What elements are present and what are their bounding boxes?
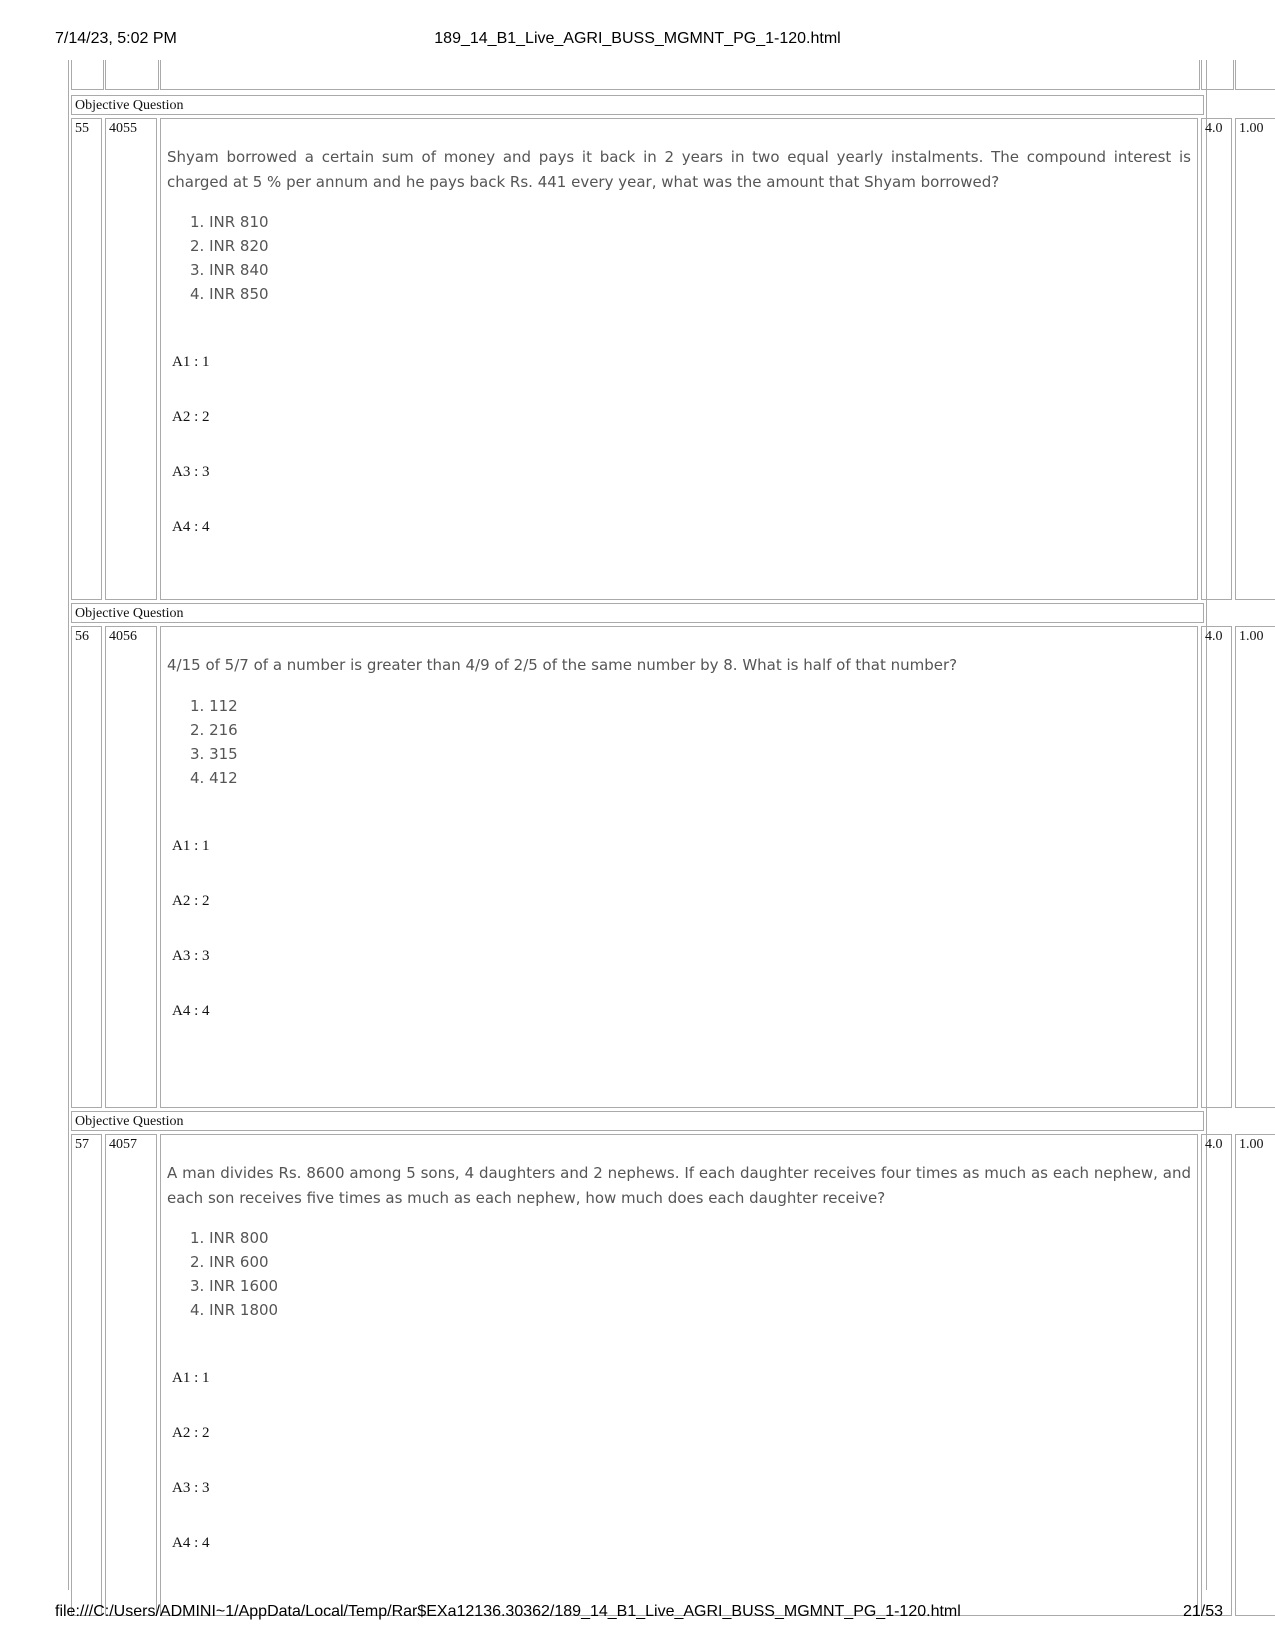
print-header [0, 30, 1275, 52]
question-marks: 4.0 [1201, 1134, 1232, 1616]
question-block [69, 603, 1264, 1108]
question-marks: 4.0 [1201, 118, 1232, 600]
print-footer [0, 1603, 1275, 1625]
option-item: 1. INR 810 [190, 213, 269, 231]
question-id: 4057 [105, 1134, 157, 1616]
option-item: 3. INR 1600 [190, 1277, 279, 1295]
print-page-number: 21/53 [1182, 1603, 1223, 1620]
answer-item: A1 : 1 [172, 1370, 210, 1386]
question-row [69, 626, 1264, 1108]
stub-cell-body [160, 60, 1200, 90]
question-id: 4056 [105, 626, 157, 1108]
answer-item: A3 : 3 [172, 464, 210, 480]
option-item: 4. 412 [190, 768, 238, 787]
section-label: Objective Question [71, 95, 1204, 115]
previous-row-stub [69, 60, 1206, 92]
option-item: 3. INR 840 [190, 261, 269, 279]
question-row [69, 118, 1264, 600]
question-text: 4/15 of 5/7 of a number is greater than 4/9 of 2/5 of the same number by 8. What is half of that number? [167, 656, 958, 674]
stub-cell-id [105, 60, 159, 90]
print-datetime: 7/14/23, 5:02 PM [55, 30, 177, 47]
answer-list [161, 349, 1197, 569]
answer-item: A3 : 3 [172, 947, 210, 964]
stub-cell-marks [1201, 60, 1234, 90]
option-item: 4. INR 850 [190, 285, 269, 303]
question-table [68, 60, 1264, 1590]
answer-item: A4 : 4 [172, 519, 210, 535]
answer-item: A2 : 2 [172, 892, 210, 909]
option-item: 1. INR 800 [190, 1229, 269, 1247]
option-item: 1. 112 [190, 696, 238, 715]
answer-item: A3 : 3 [172, 1480, 210, 1496]
option-item: 4. INR 1800 [190, 1301, 279, 1319]
question-text: A man divides Rs. 8600 among 5 sons, 4 daughters and 2 nephews. If each daughter receives four times as much as each nephew, and each son receives five times as much as each nephew, how much does each daughter receive? [167, 1164, 1191, 1207]
option-list [161, 210, 1197, 306]
question-body [160, 626, 1198, 1108]
answer-list [161, 833, 1197, 1053]
option-item: 3. 315 [190, 744, 238, 763]
stub-cell-number [71, 60, 104, 90]
answer-item: A1 : 1 [172, 837, 210, 854]
question-number: 56 [71, 626, 102, 1108]
question-negative-marks: 1.00 [1235, 626, 1275, 1108]
option-item: 2. INR 600 [190, 1253, 269, 1271]
question-block [69, 95, 1264, 600]
question-text: Shyam borrowed a certain sum of money and pays it back in 2 years in two equal yearly instalments. The compound interest is charged at 5 % per annum and he pays back Rs. 441 every year, what was the amount that Shyam borrowed? [167, 148, 1191, 191]
answer-item: A2 : 2 [172, 409, 210, 425]
option-list [161, 1226, 1197, 1322]
section-label: Objective Question [71, 1111, 1204, 1131]
question-marks: 4.0 [1201, 626, 1232, 1108]
question-body [160, 118, 1198, 600]
question-negative-marks: 1.00 [1235, 1134, 1275, 1616]
section-label: Objective Question [71, 603, 1204, 623]
question-body [160, 1134, 1198, 1616]
answer-item: A2 : 2 [172, 1425, 210, 1441]
answer-list [161, 1365, 1197, 1585]
answer-item: A4 : 4 [172, 1535, 210, 1551]
option-list [161, 694, 1197, 790]
print-file-url: file:///C:/Users/ADMINI~1/AppData/Local/Temp/Rar$EXa12136.30362/189_14_B1_Live_AGRI_BUSS_MGMNT_PG_1-120.html [55, 1603, 961, 1620]
question-number: 55 [71, 118, 102, 600]
answer-item: A1 : 1 [172, 354, 210, 370]
question-id: 4055 [105, 118, 157, 600]
question-number: 57 [71, 1134, 102, 1616]
answer-item: A4 : 4 [172, 1002, 210, 1019]
stub-cell-negative [1235, 60, 1275, 90]
option-item: 2. 216 [190, 720, 238, 739]
question-negative-marks: 1.00 [1235, 118, 1275, 600]
print-document-title: 189_14_B1_Live_AGRI_BUSS_MGMNT_PG_1-120.html [434, 30, 841, 47]
option-item: 2. INR 820 [190, 237, 269, 255]
